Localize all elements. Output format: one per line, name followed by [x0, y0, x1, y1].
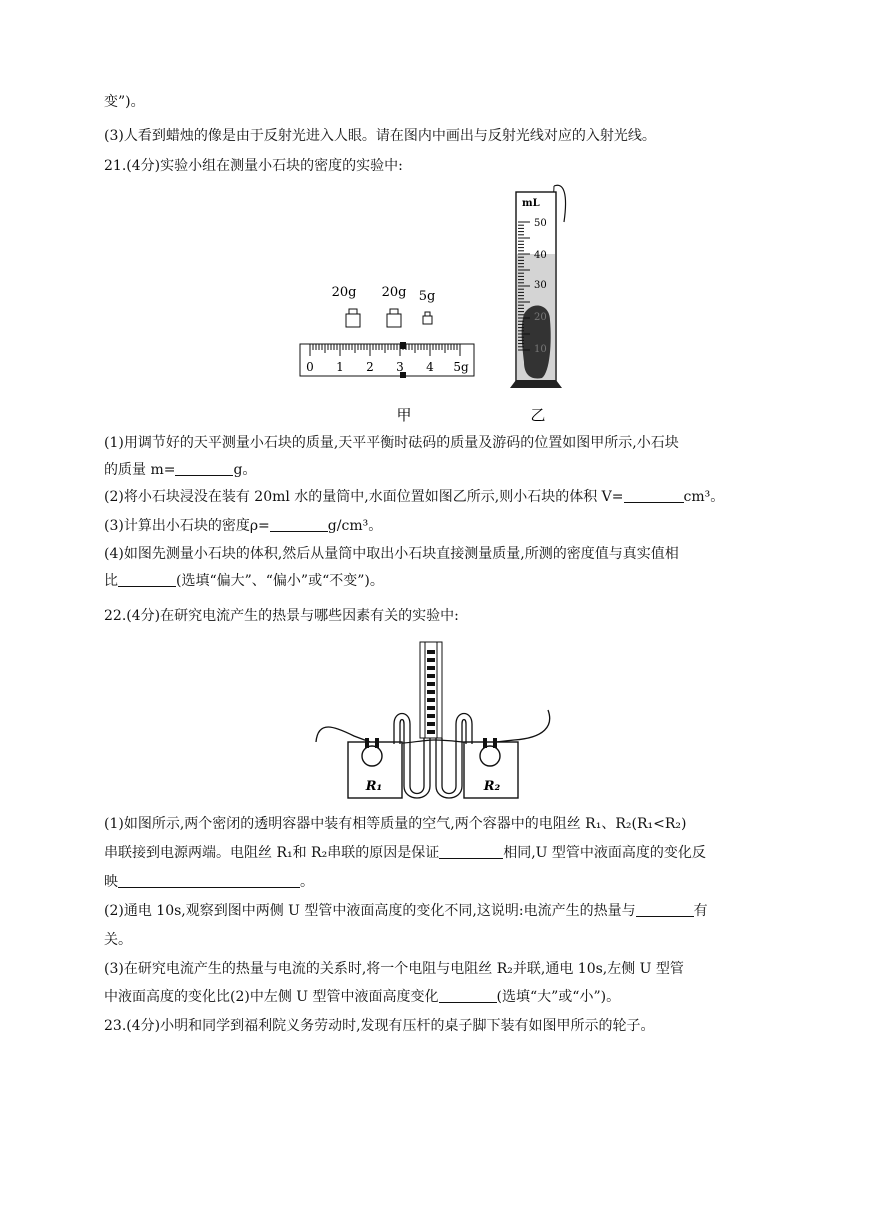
text-line: (3)计算出小石块的密度ρ= g/cm³。 [104, 518, 383, 534]
right-bulb-icon [480, 746, 500, 766]
text-line: 映 。 [104, 874, 314, 890]
weight-5g-icon [423, 316, 432, 324]
u-tube-circuit-figure [314, 640, 554, 802]
cylinder-unit: mL [522, 198, 540, 209]
scale-tick-label: 4 [426, 360, 434, 374]
weight-label: 5g [418, 289, 436, 304]
balance-figure [296, 276, 480, 426]
text-line: 关。 [104, 932, 132, 948]
scale-tick-label: 1 [336, 360, 344, 374]
resistor-label: R₂ [483, 779, 501, 794]
scale-tick-label: 3 [396, 360, 404, 374]
text-line: (3)在研究电流产生的热量与电流的关系时,将一个电阻与电阻丝 R₂并联,通电 10s,左侧 U 型管 [104, 961, 684, 977]
cylinder-tick-label: 20 [534, 312, 547, 323]
u-tube-tick [427, 650, 435, 654]
u-tube-tick [427, 698, 435, 702]
answer-blank[interactable] [439, 844, 503, 859]
text-line: 的质量 m= g。 [104, 462, 257, 478]
scale-tick-label: 2 [366, 360, 374, 374]
text-line: 变”)。 [104, 94, 145, 110]
answer-blank[interactable] [118, 572, 176, 587]
text-line: (2)通电 10s,观察到图中两侧 U 型管中液面高度的变化不同,这说明:电流产生的热量与 有 [104, 903, 708, 919]
u-tube-tick [427, 674, 435, 678]
u-tube-tick [427, 658, 435, 662]
text-line: 串联接到电源两端。电阻丝 R₁和 R₂串联的原因是保证 相同,U 型管中液面高度的变化反 [104, 845, 706, 861]
answer-blank[interactable] [624, 488, 684, 503]
question-23-heading: 23.(4分)小明和同学到福利院义务劳动时,发现有压杆的桌子脚下装有如图甲所示的轮子。 [104, 1018, 655, 1034]
cylinder-tick-label: 30 [534, 280, 547, 291]
scale-tick-label: 0 [306, 360, 314, 374]
text-line: (3)人看到蜡烛的像是由于反射光进入人眼。请在图内中画出与反射光线对应的入射光线。 [104, 128, 656, 144]
graduated-cylinder-figure [506, 182, 576, 428]
u-tube-tick [427, 682, 435, 686]
cylinder-tick-label: 10 [534, 344, 547, 355]
answer-blank[interactable] [175, 461, 233, 476]
u-tube-tick [427, 730, 435, 734]
text-line: (2)将小石块浸没在装有 20ml 水的量筒中,水面位置如图乙所示,则小石块的体积 V= cm³。 [104, 489, 725, 505]
u-tube-tick [427, 714, 435, 718]
cylinder-tick-label: 50 [534, 218, 547, 229]
scale-tick-label: 5g [453, 360, 469, 374]
weight-label: 20g [381, 285, 407, 300]
weight-20g-icon [387, 314, 401, 327]
weight-20g-icon [346, 314, 360, 327]
rider-icon [400, 342, 406, 349]
answer-blank[interactable] [636, 902, 694, 917]
answer-blank[interactable] [439, 988, 497, 1003]
weight-label: 20g [331, 285, 357, 300]
text-line: 比 (选填“偏大”、“偏小”或“不变”)。 [104, 573, 384, 589]
u-tube-tick [427, 706, 435, 710]
answer-blank[interactable] [270, 517, 328, 532]
left-bulb-icon [362, 746, 382, 766]
text-line: 中液面高度的变化比(2)中左侧 U 型管中液面高度变化 (选填“大”或“小”)。 [104, 989, 621, 1005]
question-22-heading: 22.(4分)在研究电流产生的热景与哪些因素有关的实验中: [104, 608, 459, 624]
figure-caption: 甲 [396, 406, 412, 424]
text-line: (1)如图所示,两个密闭的透明容器中装有相等质量的空气,两个容器中的电阻丝 R₁、R₂(R₁<R₂) [104, 816, 687, 832]
u-tube-tick [427, 722, 435, 726]
text-line: (4)如图先测量小石块的体积,然后从量筒中取出小石块直接测量质量,所测的密度值与真实值相 [104, 546, 679, 562]
answer-blank[interactable] [118, 873, 300, 888]
u-tube-tick [427, 666, 435, 670]
resistor-label: R₁ [365, 779, 383, 794]
u-tube-tick [427, 690, 435, 694]
figure-caption: 乙 [530, 406, 546, 424]
question-21-heading: 21.(4分)实验小组在测量小石块的密度的实验中: [104, 158, 403, 174]
cylinder-tick-label: 40 [534, 250, 547, 261]
text-line: (1)用调节好的天平测量小石块的质量,天平平衡时砝码的质量及游码的位置如图甲所示,小石块 [104, 435, 679, 451]
